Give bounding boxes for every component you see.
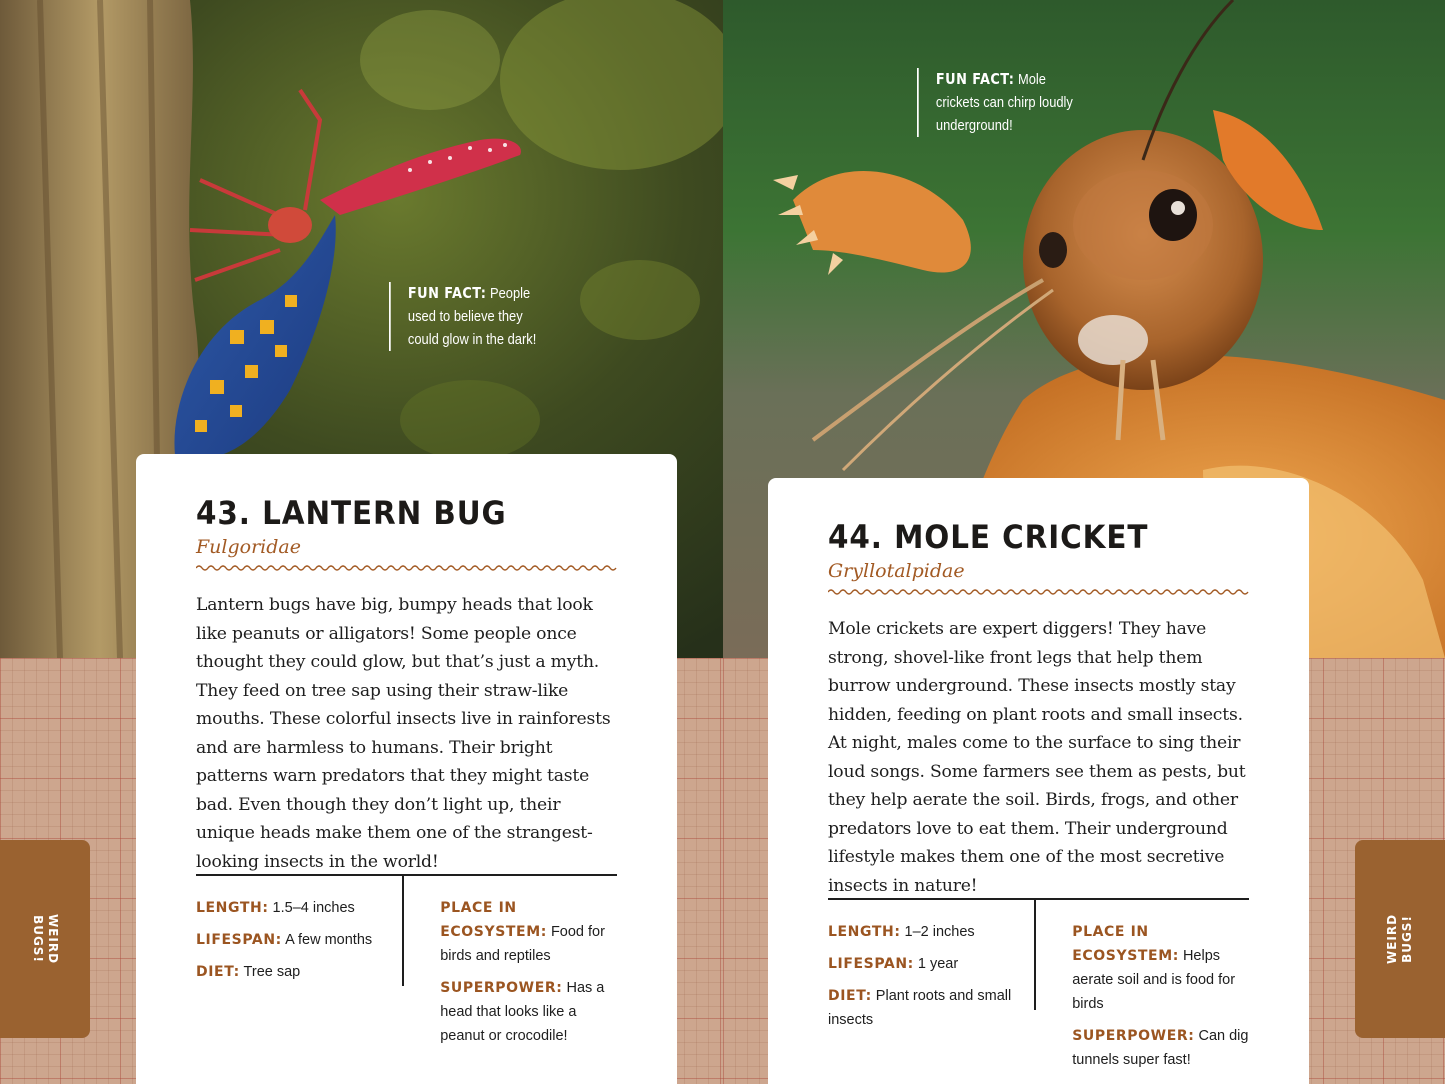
lifespan-label: LIFESPAN: (196, 932, 282, 948)
mole-cricket-card (768, 478, 1309, 1084)
stats-column-right (1036, 900, 1249, 1080)
card-title: 43. LANTERN BUG (196, 494, 507, 532)
stats-table (828, 898, 1249, 1080)
diet-label: DIET: (828, 988, 872, 1004)
stats-column-left (196, 876, 404, 986)
side-tab-line1: WEIRD (1384, 913, 1399, 965)
side-tab-line1: WEIRD (45, 913, 60, 965)
lantern-bug-card (136, 454, 677, 1084)
wavy-divider (828, 587, 1249, 597)
card-title: 44. MOLE CRICKET (828, 518, 1149, 556)
ecosystem-label: PLACE IN ECOSYSTEM: (1072, 924, 1179, 964)
length-label: LENGTH: (196, 900, 269, 916)
fun-fact-label: FUN FACT: (407, 284, 487, 302)
fun-fact-callout (389, 282, 546, 351)
wavy-divider (196, 563, 617, 573)
lifespan-value: A few months (281, 932, 373, 948)
superpower-label: SUPERPOWER: (1072, 1028, 1195, 1044)
stats-column-left (828, 900, 1036, 1028)
superpower-value: Can dig tunnels super fast! (1072, 1028, 1249, 1068)
diet-value: Tree sap (239, 964, 301, 980)
side-tab-line2: BUGS! (30, 915, 45, 963)
side-tab-right (1355, 840, 1445, 1038)
superpower-value: Has a head that looks like a peanut or crocodile! (440, 980, 605, 1044)
fun-fact-text: Mole crickets can chirp loudly underground! (935, 71, 1073, 134)
side-tab-text (1385, 914, 1415, 964)
superpower-label: SUPERPOWER: (440, 980, 563, 996)
length-label: LENGTH: (828, 924, 901, 940)
scientific-name: Gryllotalpidae (828, 560, 965, 582)
card-body-text: Lantern bugs have big, bumpy heads that look like peanuts or alligators! Some people once thought they could glow, but that’s just a myth. They feed on tree sap using their straw-like mouths. These colorful insects live in rainforests and are harmless to humans. Their bright patterns warn predators that they might taste bad. Even though they don’t light up, their unique heads make them one of the strangest-looking insects in the world! (196, 595, 611, 872)
ecosystem-value: Helps aerate soil and is food for birds (1072, 948, 1236, 1012)
length-value: 1.5–4 inches (268, 900, 355, 916)
fun-fact-callout (917, 68, 1074, 137)
length-value: 1–2 inches (900, 924, 975, 940)
scientific-name: Fulgoridae (196, 536, 301, 558)
side-tab-text (30, 914, 60, 964)
right-page (723, 0, 1445, 1084)
ecosystem-value: Food for birds and reptiles (440, 924, 605, 964)
side-tab-line2: BUGS! (1399, 915, 1414, 963)
side-tab-left (0, 840, 90, 1038)
diet-value: Plant roots and small insects (828, 988, 1012, 1028)
stats-table (196, 874, 617, 1056)
fun-fact-text: People used to believe they could glow in the dark! (407, 285, 537, 348)
ecosystem-label: PLACE IN ECOSYSTEM: (440, 900, 547, 940)
fun-fact-label: FUN FACT: (935, 70, 1015, 88)
lifespan-label: LIFESPAN: (828, 956, 914, 972)
card-body-text: Mole crickets are expert diggers! They have strong, shovel-like front legs that help them burrow underground. These insects mostly stay hidden, feeding on plant roots and small insects. At night, males come to the surface to sing their loud songs. Some farmers see them as pests, but they help aerate the soil. Birds, frogs, and other predators love to eat them. Their underground lifestyle makes them one of the most secretive insects in nature! (828, 619, 1246, 896)
diet-label: DIET: (196, 964, 240, 980)
stats-column-right (404, 876, 617, 1056)
lifespan-value: 1 year (913, 956, 959, 972)
